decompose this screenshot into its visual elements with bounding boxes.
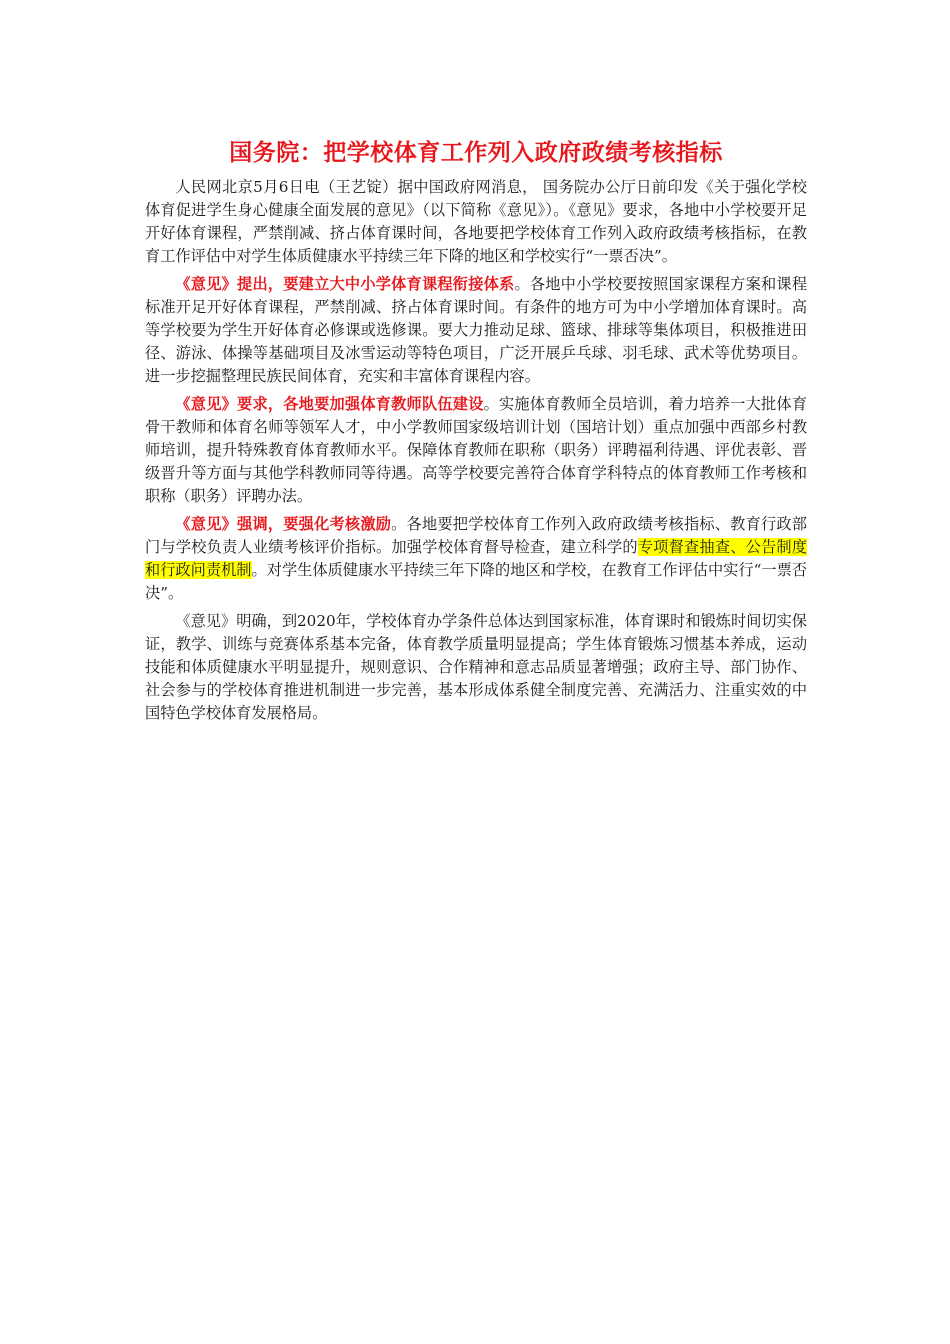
paragraph-intro [145,176,807,268]
paragraph-goals [145,610,807,725]
document-title: 国务院：把学校体育工作列入政府政绩考核指标 [229,140,723,166]
paragraph-text: 人民网北京5月6日电（王艺锭）据中国政府网消息， 国务院办公厅日前印发《关于强化学校体育促进学生身心健康全面发展的意见》（以下简称《意见》）。《意见》要求，各地中小学校要开足开好体育课程，严禁削减、挤占体育课时间，各地要把学校体育工作列入政府政绩考核指标，在教育工作评估中对学生体质健康水平持续三年下降的地区和学校实行“一票否决”。 [145,178,807,265]
paragraph-text: 。各地中小学校要按照国家课程方案和课程标准开足开好体育课程，严禁削减、挤占体育课时间。有条件的地方可为中小学增加体育课时。高等学校要为学生开好体育必修课或选修课。要大力推动足球、篮球、排球等集体项目，积极推进田径、游泳、体操等基础项目及冰雪运动等特色项目，广泛开展乒乓球、羽毛球、武术等优势项目。进一步挖掘整理民族民间体育，充实和丰富体育课程内容。 [145,275,808,385]
paragraph-lead-emphasis: 《意见》强调，要强化考核激励 [175,515,392,533]
paragraph-assessment [145,513,807,605]
paragraph-text-tail: 。对学生体质健康水平持续三年下降的地区和学校，在教育工作评估中实行“一票否决”。 [145,561,808,602]
paragraph-teachers [145,393,807,508]
document-body [145,138,807,730]
paragraph-text: 。各地要把学校体育工作列入政府政绩考核指标、教育行政部门与学校负责人业绩考核评价指标。加强学校体育督导检查，建立科学的 [145,515,808,556]
paragraph-text: 。实施体育教师全员培训，着力培养一大批体育骨干教师和体育名师等领军人才，中小学教师国家级培训计划（国培计划）重点加强中西部乡村教师培训，提升特殊教育体育教师水平。保障体育教师在职称（职务）评聘福利待遇、评优表彰、晋级晋升等方面与其他学科教师同等待遇。高等学校要完善符合体育学科特点的体育教师工作考核和职称（职务）评聘办法。 [145,395,808,505]
paragraph-lead-emphasis: 《意见》提出，要建立大中小学体育课程衔接体系 [175,275,515,293]
paragraph-lead-emphasis: 《意见》要求，各地要加强体育教师队伍建设 [175,395,484,413]
paragraph-curriculum [145,273,807,388]
highlighted-text: 专项督查抽查、公告制度和行政问责机制 [145,538,808,579]
paragraph-text: 《意见》明确，到2020年，学校体育办学条件总体达到国家标准，体育课时和锻炼时间切实保证，教学、训练与竞赛体系基本完备，体育教学质量明显提高；学生体育锻炼习惯基本养成，运动技能和体质健康水平明显提升，规则意识、合作精神和意志品质显著增强；政府主导、部门协作、社会参与的学校体育推进机制进一步完善，基本形成体系健全制度完善、充满活力、注重实效的中国特色学校体育发展格局。 [145,612,807,722]
